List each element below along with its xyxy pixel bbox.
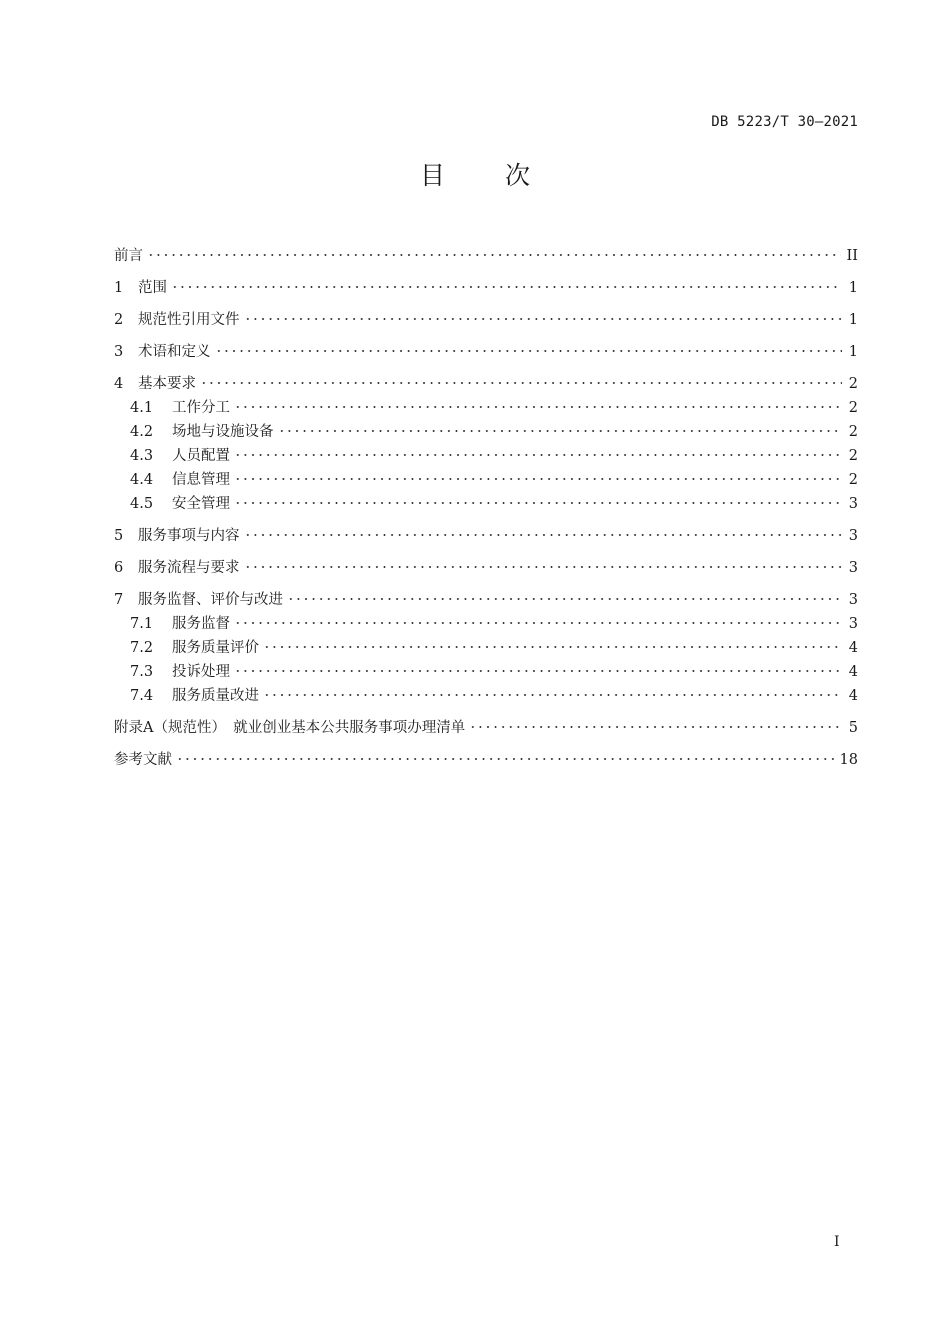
dot-leader bbox=[171, 280, 842, 295]
toc-entry-page: 2 bbox=[848, 448, 858, 464]
toc-entry[interactable] bbox=[114, 748, 858, 772]
dot-leader bbox=[234, 448, 842, 463]
toc-entry[interactable] bbox=[114, 684, 858, 708]
toc-entry-label: 附录A（规范性） 就业创业基本公共服务事项办理清单 bbox=[114, 720, 466, 736]
toc-entry-number: 4.1 bbox=[130, 400, 154, 416]
toc-entry-page: 2 bbox=[848, 400, 858, 416]
toc-entry-page: 3 bbox=[848, 496, 858, 512]
toc-entry-label: 服务监督 bbox=[172, 616, 230, 632]
toc-entry-label: 服务流程与要求 bbox=[138, 560, 240, 576]
toc-entry-label: 信息管理 bbox=[172, 472, 230, 488]
toc-entry-page: 1 bbox=[848, 344, 858, 360]
dot-leader bbox=[244, 528, 843, 543]
toc-entry-page: 4 bbox=[848, 688, 858, 704]
toc-entry[interactable] bbox=[114, 524, 858, 548]
dot-leader bbox=[234, 472, 842, 487]
toc-entry-page: 3 bbox=[848, 592, 858, 608]
toc-entry[interactable] bbox=[114, 492, 858, 516]
toc-entry-page: 2 bbox=[848, 424, 858, 440]
toc-entry-page: 1 bbox=[848, 312, 858, 328]
dot-leader bbox=[244, 312, 843, 327]
toc-entry-number: 7.4 bbox=[130, 688, 154, 704]
toc-entry-page: 4 bbox=[848, 640, 858, 656]
toc-entry-label: 服务质量改进 bbox=[172, 688, 259, 704]
toc-entry-label: 参考文献 bbox=[114, 752, 172, 768]
toc-entry-label: 基本要求 bbox=[138, 376, 196, 392]
toc-entry[interactable] bbox=[114, 276, 858, 300]
toc-entry-label: 范围 bbox=[138, 280, 167, 296]
toc-title: 目 次 bbox=[420, 161, 530, 190]
toc-entry-number: 2 bbox=[114, 312, 124, 328]
toc-entry-number: 4.5 bbox=[130, 496, 154, 512]
toc-entry-label: 工作分工 bbox=[172, 400, 230, 416]
toc-entry[interactable] bbox=[114, 340, 858, 364]
toc-entry-label: 服务事项与内容 bbox=[138, 528, 240, 544]
toc-entry-page: 3 bbox=[848, 528, 858, 544]
toc-entry-number: 1 bbox=[114, 280, 124, 296]
dot-leader bbox=[234, 496, 842, 511]
toc-entry-label: 投诉处理 bbox=[172, 664, 230, 680]
dot-leader bbox=[244, 560, 843, 575]
toc-entry[interactable] bbox=[114, 244, 858, 268]
toc-entry-label: 术语和定义 bbox=[138, 344, 211, 360]
toc-entry-number: 6 bbox=[114, 560, 124, 576]
toc-entry-label: 服务质量评价 bbox=[172, 640, 259, 656]
dot-leader bbox=[215, 344, 843, 359]
toc-entry-page: 2 bbox=[848, 376, 858, 392]
toc-entry-number: 7.3 bbox=[130, 664, 154, 680]
toc-entry-page: 2 bbox=[848, 472, 858, 488]
toc-entry[interactable] bbox=[114, 396, 858, 420]
toc-entry[interactable] bbox=[114, 588, 858, 612]
table-of-contents bbox=[114, 244, 858, 772]
toc-entry-label: 人员配置 bbox=[172, 448, 230, 464]
dot-leader bbox=[234, 664, 842, 679]
toc-entry-page: II bbox=[846, 248, 858, 264]
toc-entry-number: 4 bbox=[114, 376, 124, 392]
dot-leader bbox=[263, 688, 842, 703]
toc-entry-number: 7.2 bbox=[130, 640, 154, 656]
dot-leader bbox=[469, 720, 842, 735]
toc-entry-number: 5 bbox=[114, 528, 124, 544]
toc-entry[interactable] bbox=[114, 420, 858, 444]
page-number: I bbox=[834, 1234, 840, 1250]
toc-entry-page: 3 bbox=[848, 616, 858, 632]
toc-entry-page: 3 bbox=[848, 560, 858, 576]
toc-entry-page: 18 bbox=[839, 752, 858, 768]
toc-entry-number: 4.2 bbox=[130, 424, 154, 440]
toc-entry[interactable] bbox=[114, 556, 858, 580]
toc-entry-label: 前言 bbox=[114, 248, 143, 264]
toc-entry[interactable] bbox=[114, 636, 858, 660]
dot-leader bbox=[234, 616, 842, 631]
toc-entry-label: 安全管理 bbox=[172, 496, 230, 512]
toc-entry-page: 1 bbox=[848, 280, 858, 296]
dot-leader bbox=[234, 400, 842, 415]
toc-entry-label: 服务监督、评价与改进 bbox=[138, 592, 283, 608]
dot-leader bbox=[200, 376, 842, 391]
document-number: DB 5223/T 30—2021 bbox=[711, 114, 858, 130]
toc-entry-label: 规范性引用文件 bbox=[138, 312, 240, 328]
dot-leader bbox=[278, 424, 843, 439]
toc-entry[interactable] bbox=[114, 716, 858, 740]
dot-leader bbox=[287, 592, 842, 607]
toc-entry[interactable] bbox=[114, 444, 858, 468]
toc-entry[interactable] bbox=[114, 468, 858, 492]
toc-entry-label: 场地与设施设备 bbox=[172, 424, 274, 440]
toc-entry-page: 4 bbox=[848, 664, 858, 680]
toc-entry[interactable] bbox=[114, 612, 858, 636]
toc-entry[interactable] bbox=[114, 660, 858, 684]
dot-leader bbox=[147, 248, 841, 263]
toc-entry-number: 7.1 bbox=[130, 616, 154, 632]
toc-entry-number: 3 bbox=[114, 344, 124, 360]
toc-entry-page: 5 bbox=[848, 720, 858, 736]
toc-entry[interactable] bbox=[114, 308, 858, 332]
toc-entry-number: 4.3 bbox=[130, 448, 154, 464]
toc-entry[interactable] bbox=[114, 372, 858, 396]
toc-entry-number: 7 bbox=[114, 592, 124, 608]
dot-leader bbox=[263, 640, 842, 655]
toc-entry-number: 4.4 bbox=[130, 472, 154, 488]
dot-leader bbox=[176, 752, 834, 767]
